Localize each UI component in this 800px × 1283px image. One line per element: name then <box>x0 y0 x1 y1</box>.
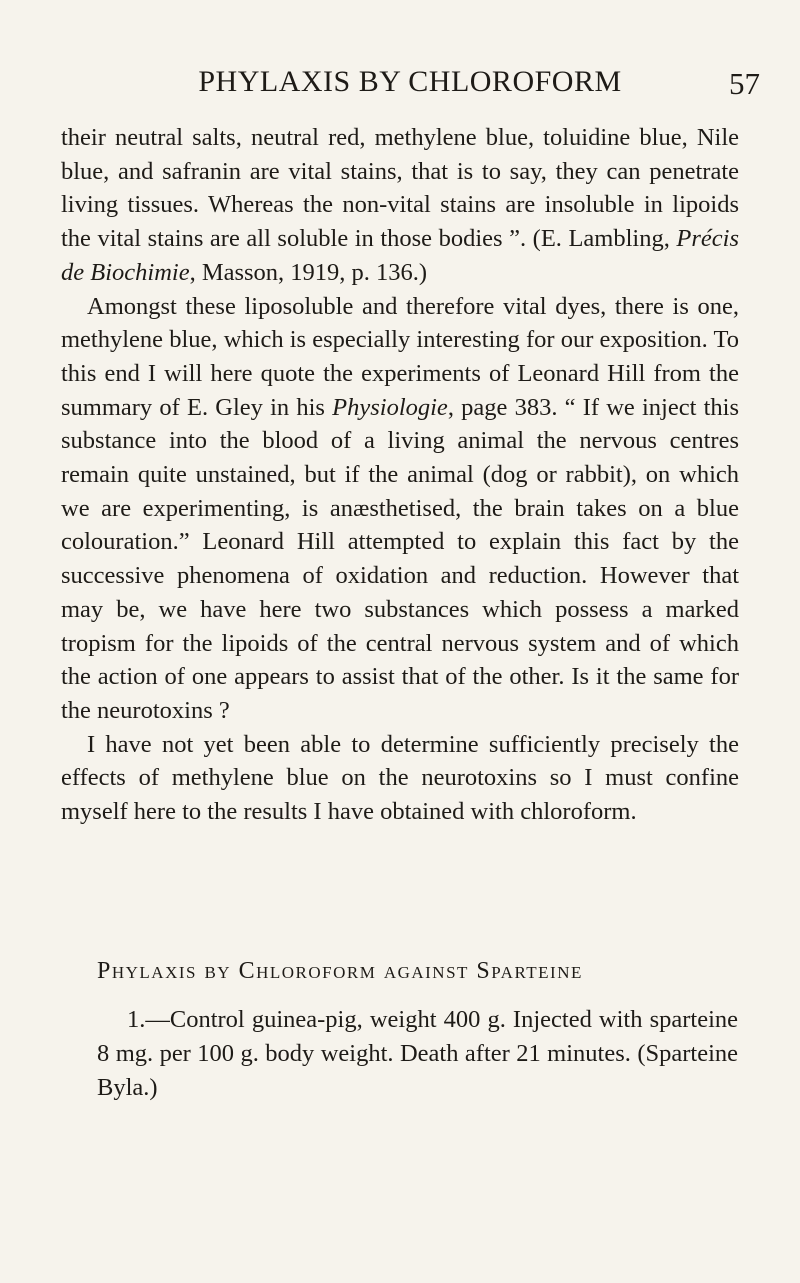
paragraph-2-text-b: , page 383. “ If we inject this substance into the blood of a living animal the nervous centres remain quite unstained, but if the animal (dog or rabbit), on which we are experimenting, is anæsthetised, the brain takes on a blue colouration.” Leonard Hill attempted to explain this fact by the successive phenomena of oxidation and reduction. However that may be, we have here two substances which possess a marked tropism for the lipoids of the central nervous system and of which the action of one appears to assist that of the other. Is it the same for the neurotoxins ? <box>61 393 740 724</box>
paragraph-3: I have not yet been able to determine sufficiently precisely the effects of methylene blue on the neurotoxins so I must confine myself here to the results I have obtained with chloroform. <box>61 730 739 826</box>
running-head-title: PHYLAXIS BY CHLOROFORM <box>198 65 622 98</box>
experiment-item-1: 1.—Control guinea-pig, weight 400 g. Injected with sparteine 8 mg. per 100 g. body weight. Death after 21 minutes. (Sparteine Byla.) <box>97 1006 738 1101</box>
paragraph-2-text-a: Amongst these liposoluble and therefore vital dyes, there is one, methylene blue, which is especially interesting for our exposition. To this end I will here quote the experiments of Leonard Hill from the summary of E. Gley in his <box>61 292 739 421</box>
paragraph-1-text-a: their neutral salts, neutral red, methylene blue, toluidine blue, Nile blue, and safranin are vital stains, that is to say, they can penetrate living tissues. Whereas the non-vital stains are insoluble in lipoids the vital stains are all soluble in those bodies ”. (E. Lambling, <box>61 124 739 253</box>
section-heading: Phylaxis by Chloroform against Sparteine <box>97 958 583 984</box>
experiment-list <box>97 1003 738 1105</box>
page-number: 57 <box>729 66 760 101</box>
body-text <box>61 121 739 829</box>
paragraph-1-text-b: , Masson, 1919, p. 136.) <box>189 258 428 286</box>
paragraph-1-italic-title: Précis de Biochimie <box>61 225 739 286</box>
paragraph-2-italic-title: Physiologie <box>332 393 448 421</box>
paragraph-2 <box>61 290 739 728</box>
running-head <box>150 62 760 106</box>
paragraph-1 <box>61 121 739 290</box>
